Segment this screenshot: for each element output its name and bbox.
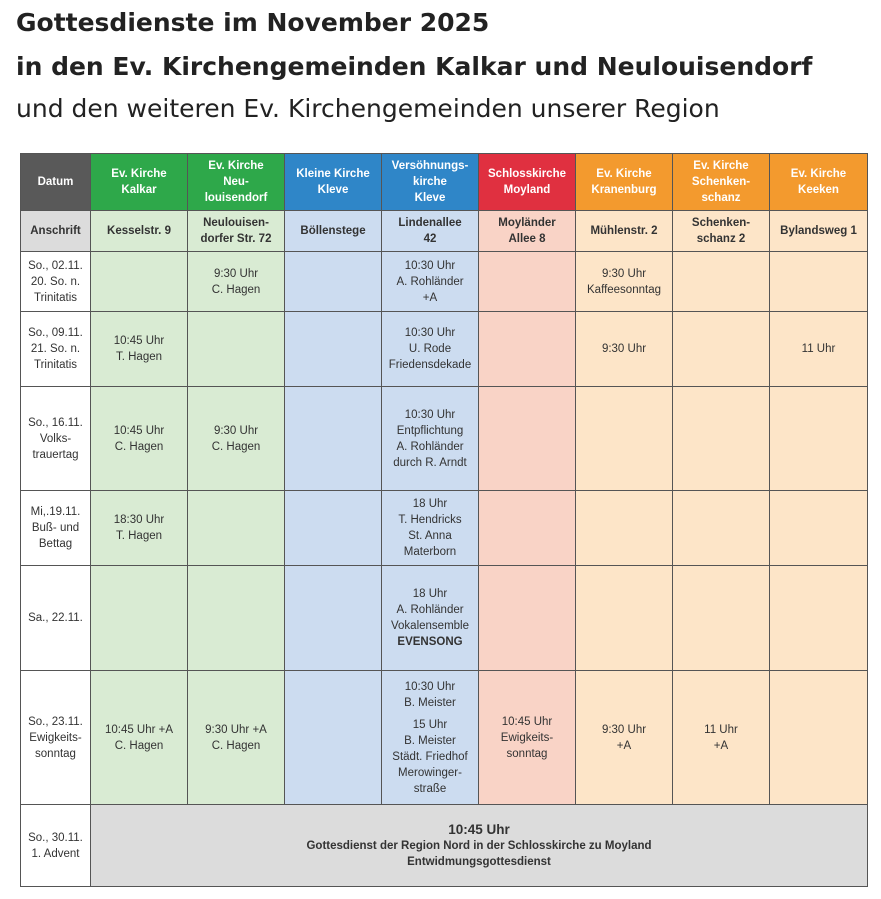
cell-line: Mi,.19.11.: [30, 506, 81, 518]
cell-line: Kalkar: [121, 184, 157, 196]
address-cell: [285, 211, 382, 252]
service-cell: [770, 566, 868, 671]
address-cell: [382, 211, 479, 252]
header-church: [576, 154, 673, 211]
cell-line: U. Rode: [408, 343, 452, 355]
cell-line: T. Hagen: [115, 530, 163, 542]
header-church: [285, 154, 382, 211]
cell-line: 1. Advent: [31, 847, 80, 860]
final-time: 10:45 Uhr: [448, 821, 510, 837]
cell-line: Kleine Kirche: [296, 168, 370, 180]
service-cell: [673, 671, 770, 805]
final-line-1: Gottesdienst der Region Nord in der Schlosskirche zu Moyland: [306, 839, 652, 852]
cell-line: schanz 2: [696, 233, 746, 245]
schedule-row: [21, 252, 868, 312]
cell-line: Schenken-: [691, 176, 751, 188]
cell-line: Ev. Kirche: [111, 168, 167, 180]
cell-line: Bettag: [38, 538, 73, 550]
cell-line: Friedensdekade: [388, 359, 472, 371]
service-cell: [382, 566, 479, 671]
service-cell: [770, 252, 868, 312]
service-cell: [673, 491, 770, 566]
address-label: Anschrift: [21, 211, 91, 252]
date-cell: [21, 491, 91, 566]
cell-line: T. Hagen: [115, 351, 163, 363]
cell-line: Versöhnungs-: [391, 160, 469, 172]
cell-line: Vokalensemble: [391, 620, 469, 632]
cell-line: Ev. Kirche: [208, 160, 264, 172]
address-cell: [576, 211, 673, 252]
service-cell: [479, 252, 576, 312]
cell-line: Buß- und: [31, 522, 80, 534]
cell-line: 10:45 Uhr: [113, 335, 165, 347]
service-cell: [479, 671, 576, 805]
cell-line: Neulouisen-: [203, 217, 269, 229]
service-cell: [576, 252, 673, 312]
service-cell: [91, 671, 188, 805]
cell-line: Schlosskirche: [488, 168, 566, 180]
cell-line: 9:30 Uhr: [601, 267, 647, 280]
cell-line: +A: [616, 739, 632, 752]
service-cell: [673, 252, 770, 312]
cell-line: straße: [413, 782, 447, 795]
service-cell: [285, 566, 382, 671]
service-cell: [770, 312, 868, 387]
title-line-3: und den weiteren Ev. Kirchengemeinden unserer Region: [16, 94, 720, 123]
service-cell: [479, 387, 576, 491]
cell-line: T. Hendricks: [398, 514, 462, 526]
cell-line: Entpflichtung: [396, 424, 464, 437]
header-church: [673, 154, 770, 211]
address-cell: [91, 211, 188, 252]
header-church: [479, 154, 576, 211]
schedule-row: [21, 671, 868, 805]
final-line-2: Entwidmungsgottesdienst: [407, 855, 551, 868]
final-row: [21, 805, 868, 887]
service-cell: [188, 566, 285, 671]
service-cell: [479, 312, 576, 387]
address-cell: [770, 211, 868, 252]
service-cell: [91, 312, 188, 387]
cell-line: So., 23.11.: [28, 715, 83, 728]
cell-line: Lindenallee: [398, 217, 462, 229]
header-church: [382, 154, 479, 211]
cell-line: sonntag: [506, 747, 548, 760]
cell-line: B. Meister: [404, 696, 456, 709]
cell-line: Böllenstege: [300, 225, 366, 237]
cell-line: So., 30.11.: [28, 831, 83, 844]
cell-line: Trinitatis: [33, 291, 78, 304]
cell-line: Städt. Friedhof: [392, 750, 468, 763]
service-cell: [770, 671, 868, 805]
cell-line: Neu-: [223, 176, 249, 188]
service-cell: [188, 491, 285, 566]
address-row: [21, 211, 868, 252]
cell-line: 10:30 Uhr: [404, 680, 456, 693]
schedule-row: [21, 566, 868, 671]
service-cell: [576, 312, 673, 387]
header-row: [21, 154, 868, 211]
cell-line: dorfer Str. 72: [200, 233, 272, 245]
date-cell: [21, 312, 91, 387]
service-cell: [576, 671, 673, 805]
cell-line: trauertag: [32, 448, 79, 461]
cell-line: 15 Uhr: [412, 718, 448, 731]
service-cell: [285, 387, 382, 491]
cell-line: Keeken: [798, 184, 839, 196]
cell-line: louisendorf: [204, 192, 268, 204]
cell-line: Volks-: [39, 432, 72, 445]
cell-line: Kleve: [414, 192, 446, 204]
cell-line: C. Hagen: [211, 440, 261, 453]
header-church: [770, 154, 868, 211]
schedule-table: [20, 153, 868, 887]
cell-line: C. Hagen: [211, 739, 261, 752]
cell-line: sonntag: [35, 747, 76, 760]
service-cell: [382, 387, 479, 491]
service-cell: [188, 387, 285, 491]
service-cell: [91, 252, 188, 312]
service-cell: [188, 671, 285, 805]
cell-line: Bylandsweg 1: [780, 225, 857, 237]
cell-line: B. Meister: [404, 734, 456, 747]
address-cell: [673, 211, 770, 252]
cell-line: 9:30 Uhr: [213, 267, 259, 280]
cell-line: durch R. Arndt: [393, 456, 467, 469]
header-datum: Datum: [21, 154, 91, 211]
cell-line: St. Anna: [408, 530, 452, 542]
service-cell: [285, 491, 382, 566]
service-cell: [479, 566, 576, 671]
title-line-2: in den Ev. Kirchengemeinden Kalkar und Neulouisendorf: [16, 52, 813, 81]
service-cell: [188, 312, 285, 387]
service-cell: [576, 491, 673, 566]
schedule-row: [21, 491, 868, 566]
cell-line: Kranenburg: [591, 184, 657, 196]
service-cell: [382, 252, 479, 312]
cell-line: 18 Uhr: [412, 498, 448, 510]
cell-line: 10:45 Uhr: [501, 715, 553, 728]
cell-line: A. Rohländer: [396, 275, 464, 288]
service-cell: [91, 387, 188, 491]
cell-line: Ev. Kirche: [790, 168, 847, 180]
address-cell: [479, 211, 576, 252]
cell-line: 10:30 Uhr: [404, 327, 456, 339]
service-cell: [91, 491, 188, 566]
cell-line: Kesselstr. 9: [107, 225, 171, 237]
address-cell: [188, 211, 285, 252]
cell-line: Schenken-: [691, 217, 751, 229]
schedule-row: [21, 312, 868, 387]
service-cell: [382, 671, 479, 805]
schedule-row: [21, 387, 868, 491]
date-cell: [21, 671, 91, 805]
service-cell: [479, 491, 576, 566]
service-cell: [382, 491, 479, 566]
cell-line: 11 Uhr: [704, 723, 738, 736]
cell-line: Moyländer: [498, 217, 556, 229]
cell-line: Ewigkeits-: [29, 731, 82, 744]
service-cell: [382, 312, 479, 387]
cell-line: Moyland: [503, 184, 551, 196]
cell-line: 18:30 Uhr: [113, 514, 165, 526]
date-cell: [21, 805, 91, 887]
service-cell: [673, 566, 770, 671]
service-cell: [576, 387, 673, 491]
cell-line: A. Rohländer: [396, 440, 464, 453]
cell-line: C. Hagen: [114, 440, 164, 453]
service-cell: [188, 252, 285, 312]
cell-line: 9:30 Uhr: [601, 343, 647, 355]
service-cell: [576, 566, 673, 671]
cell-line: Ev. Kirche: [693, 160, 749, 172]
date-cell: [21, 252, 91, 312]
cell-line: 9:30 Uhr: [213, 424, 259, 437]
cell-line: Sa., 22.11.: [28, 612, 83, 624]
cell-line: Merowinger-: [398, 766, 462, 779]
service-cell: [285, 671, 382, 805]
date-cell: [21, 387, 91, 491]
service-cell: [673, 387, 770, 491]
cell-line: 42: [423, 233, 437, 245]
service-cell: [770, 387, 868, 491]
cell-line: 10:30 Uhr: [404, 259, 456, 272]
cell-line: C. Hagen: [211, 283, 261, 296]
cell-line: Ev. Kirche: [596, 168, 652, 180]
cell-line: schanz: [701, 192, 741, 204]
service-cell: [673, 312, 770, 387]
cell-line: EVENSONG: [397, 636, 463, 648]
cell-line: kirche: [413, 176, 447, 188]
cell-line: So., 02.11.: [28, 259, 83, 272]
cell-line: Allee 8: [508, 233, 546, 245]
cell-line: 10:30 Uhr: [404, 408, 456, 421]
title-line-1: Gottesdienste im November 2025: [16, 8, 490, 37]
header-church: [188, 154, 285, 211]
cell-line: 10:45 Uhr +A: [104, 723, 174, 736]
cell-line: A. Rohländer: [396, 604, 464, 616]
cell-line: +A: [713, 739, 729, 752]
cell-line: 18 Uhr: [412, 588, 448, 600]
cell-line: 20. So. n.: [30, 275, 81, 288]
service-cell: [285, 312, 382, 387]
cell-line: Mühlenstr. 2: [590, 225, 658, 237]
cell-line: C. Hagen: [114, 739, 164, 752]
header-church: [91, 154, 188, 211]
cell-line: So., 16.11.: [28, 416, 83, 429]
cell-line: Materborn: [403, 546, 457, 558]
cell-line: Kaffeesonntag: [587, 283, 661, 296]
cell-line: 11 Uhr: [801, 343, 836, 355]
cell-line: So., 09.11.: [28, 327, 83, 339]
cell-line: Ewigkeits-: [500, 731, 554, 744]
service-cell: [91, 566, 188, 671]
date-cell: [21, 566, 91, 671]
service-cell: [285, 252, 382, 312]
cell-line: 10:45 Uhr: [113, 424, 165, 437]
cell-line: Kleve: [317, 184, 349, 196]
cell-line: 21. So. n.: [30, 343, 81, 355]
cell-line: 9:30 Uhr: [601, 723, 647, 736]
cell-line: Trinitatis: [33, 359, 78, 371]
service-cell: [770, 491, 868, 566]
regional-service-cell: [91, 805, 868, 887]
cell-line: 9:30 Uhr +A: [205, 723, 267, 736]
cell-line: +A: [422, 291, 438, 304]
